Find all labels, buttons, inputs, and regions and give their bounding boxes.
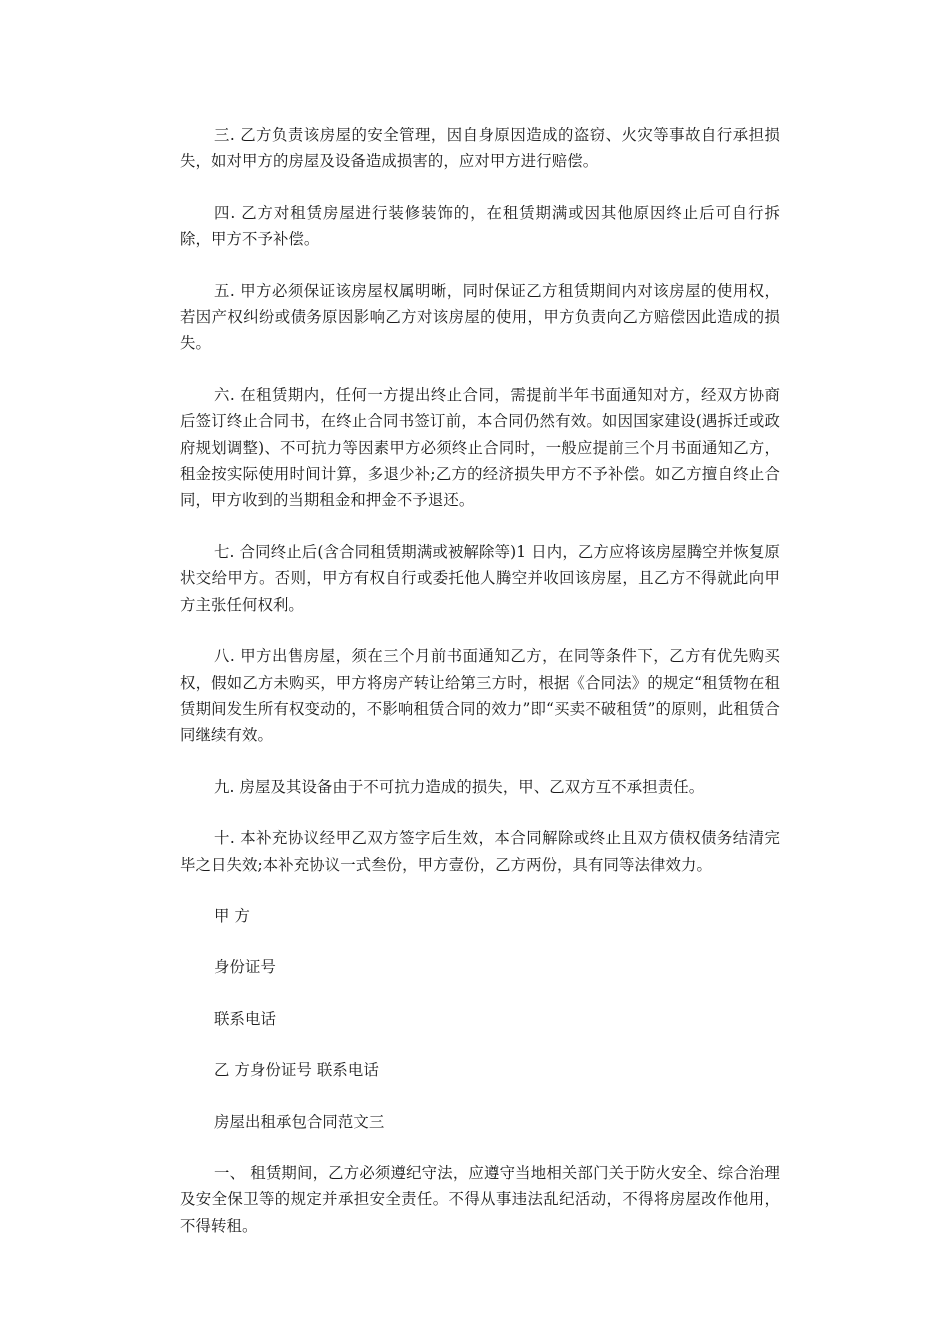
clause-9: 九. 房屋及其设备由于不可抗力造成的损失，甲、乙双方互不承担责任。 xyxy=(214,777,705,796)
id-number-label: 身份证号 xyxy=(214,958,276,977)
clause-3: 三. 乙方负责该房屋的安全管理，因自身原因造成的盗窃、火灾等事故自行承担损失，如对甲方的房屋及设备造成损害的，应对甲方进行赔偿。 xyxy=(180,126,780,171)
clause-8: 八. 甲方出售房屋，须在三个月前书面通知乙方，在同等条件下，乙方有优先购买权，假如乙方未购买，甲方将房产转让给第三方时，根据《合同法》的规定“租赁物在租赁期间发生所有权变动的，不影响租赁合同的效力”即“买卖不破租赁”的原则，此租赁合同继续有效。 xyxy=(180,647,780,745)
clause-7: 七. 合同终止后(含合同租赁期满或被解除等)1 日内，乙方应将该房屋腾空并恢复原状交给甲方。否则，甲方有权自行或委托他人腾空并收回该房屋，且乙方不得就此向甲方主张任何权利。 xyxy=(180,542,780,614)
party-b-label: 乙 方身份证号 联系电话 xyxy=(214,1061,379,1080)
document-body xyxy=(180,122,780,1264)
clause-1: 一、 租赁期间，乙方必须遵纪守法，应遵守当地相关部门关于防火安全、综合治理及安全保卫等的规定并承担安全责任。不得从事违法乱纪活动，不得将房屋改作他用，不得转租。 xyxy=(180,1163,780,1235)
clause-6: 六. 在租赁期内，任何一方提出终止合同，需提前半年书面通知对方，经双方协商后签订终止合同书，在终止合同书签订前，本合同仍然有效。如因国家建设(遇拆迁或政府规划调整)、不可抗力等因素甲方必须终止合同时，一般应提前三个月书面通知乙方，租金按实际使用时间计算，多退少补;乙方的经济损失甲方不予补偿。如乙方擅自终止合同，甲方收到的当期租金和押金不予退还。 xyxy=(180,385,780,510)
clause-4: 四. 乙方对租赁房屋进行装修装饰的，在租赁期满或因其他原因终止后可自行拆除，甲方不予补偿。 xyxy=(180,203,780,249)
section-title: 房屋出租承包合同范文三 xyxy=(214,1112,385,1131)
clause-5: 五. 甲方必须保证该房屋权属明晰，同时保证乙方租赁期间内对该房屋的使用权，若因产权纠纷或债务原因影响乙方对该房屋的使用，甲方负责向乙方赔偿因此造成的损失。 xyxy=(180,281,780,353)
party-a-label: 甲 方 xyxy=(214,906,250,925)
clause-10: 十. 本补充协议经甲乙双方签字后生效，本合同解除或终止且双方债权债务结清完毕之日失效;本补充协议一式叁份，甲方壹份，乙方两份，具有同等法律效力。 xyxy=(180,829,780,874)
phone-label: 联系电话 xyxy=(214,1009,276,1028)
